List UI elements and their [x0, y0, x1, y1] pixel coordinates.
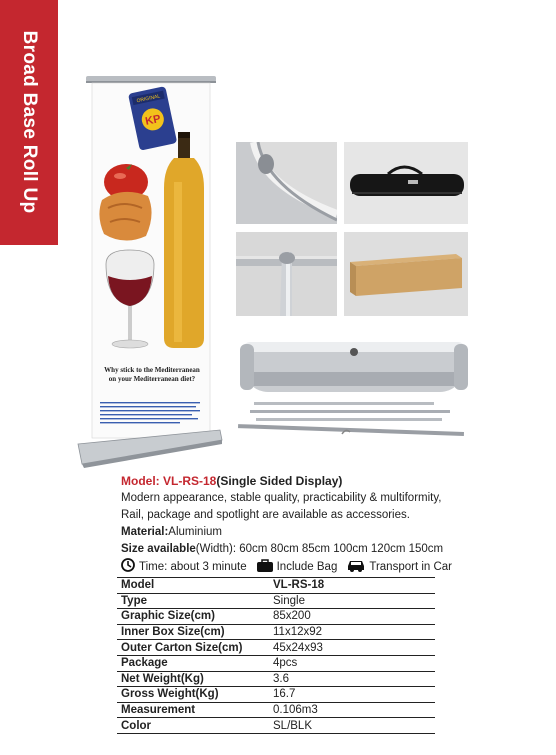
detail-photo-pole	[236, 232, 337, 316]
spec-value: 4pcs	[269, 655, 435, 671]
spec-key: Outer Carton Size(cm)	[117, 640, 269, 656]
spec-key: Graphic Size(cm)	[117, 609, 269, 625]
spec-key: Net Weight(Kg)	[117, 671, 269, 687]
table-row	[117, 609, 435, 625]
bag-brand: KP	[144, 112, 162, 128]
spec-value: SL/BLK	[269, 718, 435, 734]
model-note: (Single Sided Display)	[216, 474, 343, 488]
spec-key: Inner Box Size(cm)	[117, 624, 269, 640]
table-row	[117, 702, 435, 718]
material-value: Aluminium	[168, 526, 222, 538]
spec-key: Type	[117, 593, 269, 609]
side-title: Broad Base Roll Up	[19, 30, 40, 214]
table-row	[117, 640, 435, 656]
spec-key: Measurement	[117, 702, 269, 718]
time-text: Time: about 3 minute	[139, 560, 247, 573]
features-row	[121, 558, 452, 575]
size-line	[121, 543, 443, 555]
spec-value: 45x24x93	[269, 640, 435, 656]
spec-value: 16.7	[269, 687, 435, 703]
spec-key: Gross Weight(Kg)	[117, 687, 269, 703]
model-label: Model: VL-RS-18	[121, 474, 217, 488]
parts-photo	[230, 330, 480, 455]
material-line	[121, 526, 222, 538]
bag-text: Include Bag	[276, 560, 338, 573]
spec-table	[117, 577, 435, 734]
clock-icon	[121, 558, 135, 575]
spec-key: Model	[117, 578, 269, 594]
detail-photo-base-corner	[236, 142, 337, 224]
spec-key: Package	[117, 655, 269, 671]
spec-value: 85x200	[269, 609, 435, 625]
size-value: (Width): 60cm 80cm 85cm 100cm 120cm 150cm	[195, 543, 444, 555]
detail-photo-carton	[344, 232, 468, 316]
size-label: Size available	[121, 543, 196, 555]
description-line-2: Rail, package and spotlight are available as accessories.	[121, 509, 410, 521]
car-icon	[347, 559, 365, 575]
table-row	[117, 655, 435, 671]
rollup-banner-photo	[70, 72, 230, 472]
table-row	[117, 593, 435, 609]
spec-key: Color	[117, 718, 269, 734]
table-row	[117, 718, 435, 734]
side-title-tab	[0, 0, 58, 245]
spec-value: Single	[269, 593, 435, 609]
detail-photo-carry-bag	[344, 142, 468, 224]
spec-value: 3.6	[269, 671, 435, 687]
table-row	[117, 624, 435, 640]
bag-icon	[257, 559, 273, 575]
spec-value: VL-RS-18	[269, 578, 435, 594]
transport-text: Transport in Car	[369, 560, 453, 573]
tagline-2: on your Mediterranean diet?	[108, 375, 196, 383]
spec-value: 0.106m3	[269, 702, 435, 718]
material-label: Material:	[121, 526, 169, 538]
table-row	[117, 671, 435, 687]
table-row	[117, 578, 435, 594]
description-line-1: Modern appearance, stable quality, practicability & multiformity,	[121, 492, 442, 504]
table-row	[117, 687, 435, 703]
spec-value: 11x12x92	[269, 624, 435, 640]
tagline-1: Why stick to the Mediterranean	[104, 366, 200, 374]
bag-text: ORIGINAL	[136, 93, 161, 105]
model-heading	[121, 474, 342, 488]
